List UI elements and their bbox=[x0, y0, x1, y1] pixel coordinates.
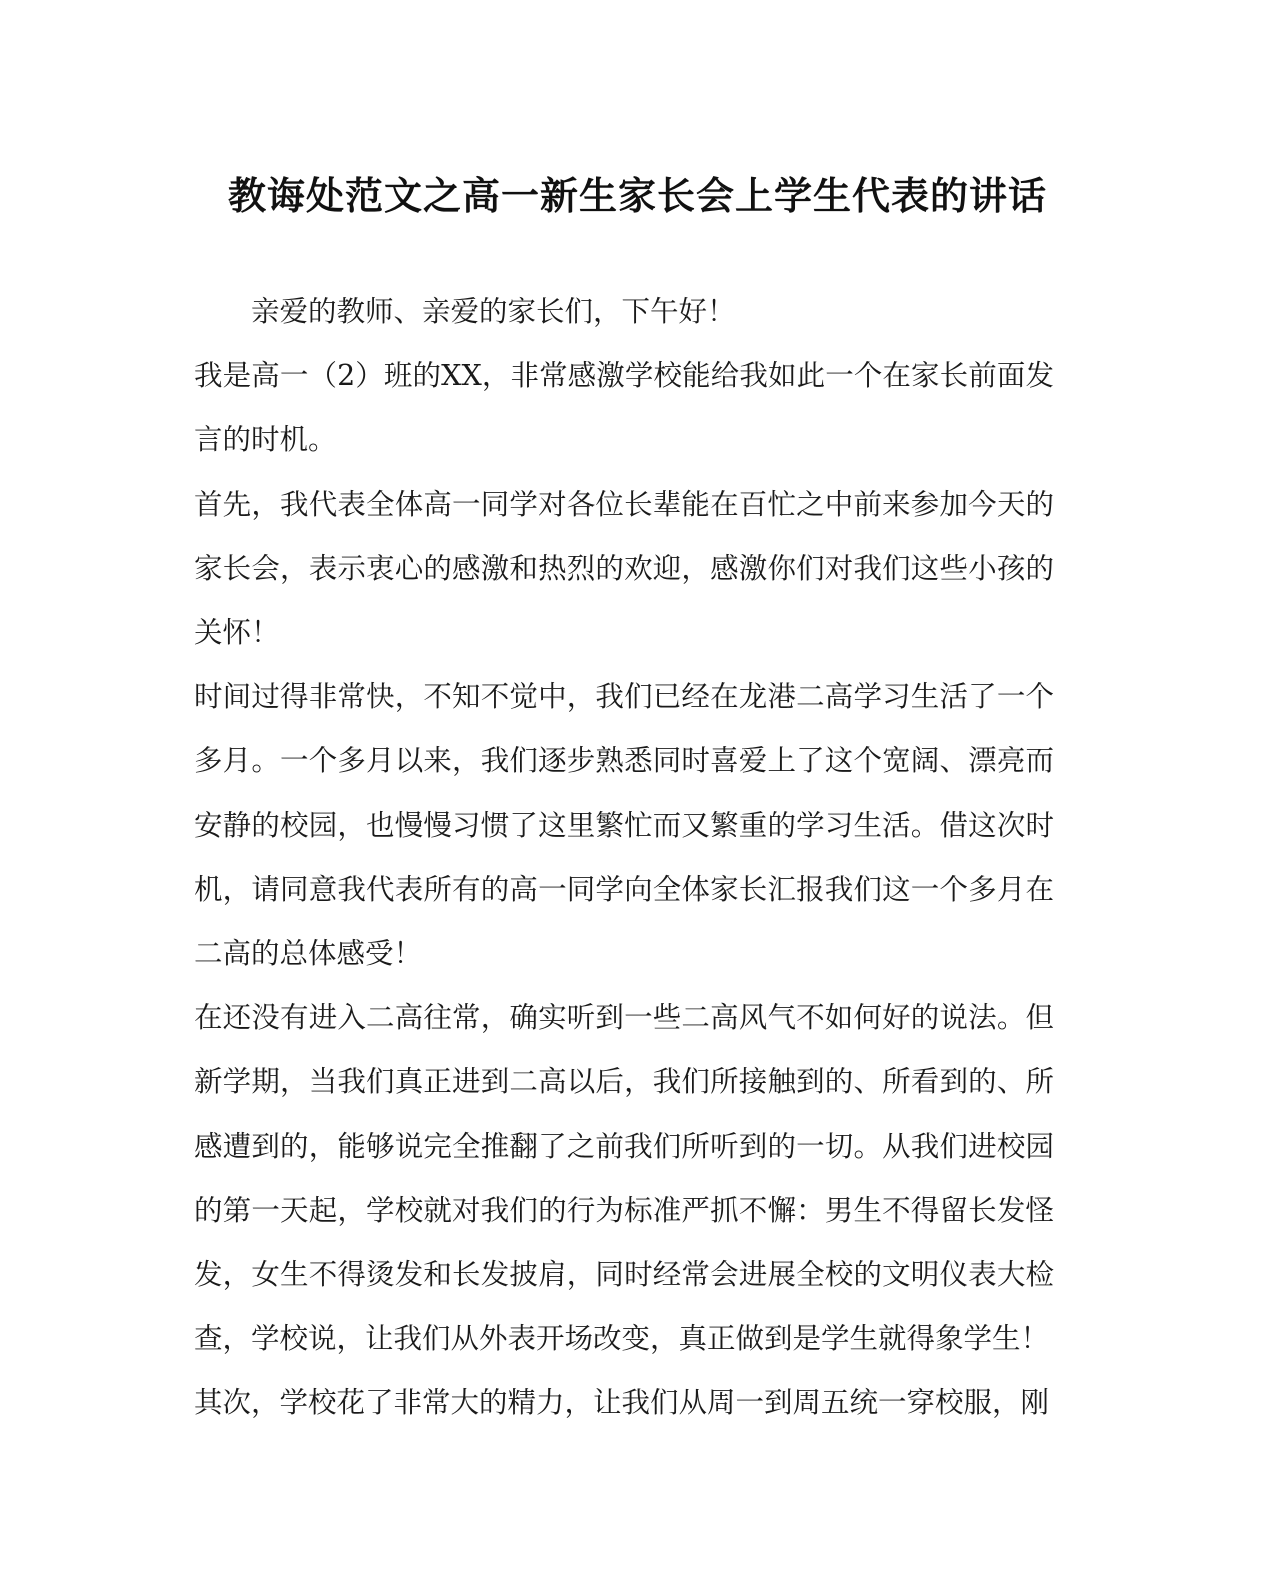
introduction-paragraph: 我是高一（2）班的XX，非常感激学校能给我如此一个在家长前面发言的时机。 bbox=[194, 359, 1054, 457]
uniform-paragraph: 其次，学校花了非常大的精力，让我们从周一到周五统一穿校服，刚 bbox=[194, 1386, 1050, 1420]
thanks-paragraph: 首先，我代表全体高一同学对各位长辈能在百忙之中前来参加今天的家长会，表示衷心的感激和热烈的欢迎，感激你们对我们这些小孩的关怀！ bbox=[194, 487, 1054, 650]
document-body bbox=[194, 280, 1054, 1436]
discipline-paragraph: 在还没有进入二高往常，确实听到一些二高风气不如何好的说法。但新学期，当我们真正进到二高以后，我们所接触到的、所看到的、所感遭到的，能够说完全推翻了之前我们所听到的一切。从我们进校园的第一天起，学校就对我们的行为标准严抓不懈：男生不得留长发怪发，女生不得烫发和长发披肩，同时经常会进展全校的文明仪表大检查，学校说，让我们从外表开场改变，真正做到是学生就得象学生！ bbox=[194, 1001, 1054, 1356]
school-life-paragraph: 时间过得非常快，不知不觉中，我们已经在龙港二高学习生活了一个多月。一个多月以来，我们逐步熟悉同时喜爱上了这个宽阔、漂亮而安静的校园，也慢慢习惯了这里繁忙而又繁重的学习生活。借这次时机，请同意我代表所有的高一同学向全体家长汇报我们这一个多月在二高的总体感受！ bbox=[194, 680, 1054, 971]
document-title: 教诲处范文之高一新生家长会上学生代表的讲话 bbox=[227, 173, 1047, 218]
greeting-paragraph: 亲爱的教师、亲爱的家长们，下午好！ bbox=[251, 295, 736, 328]
